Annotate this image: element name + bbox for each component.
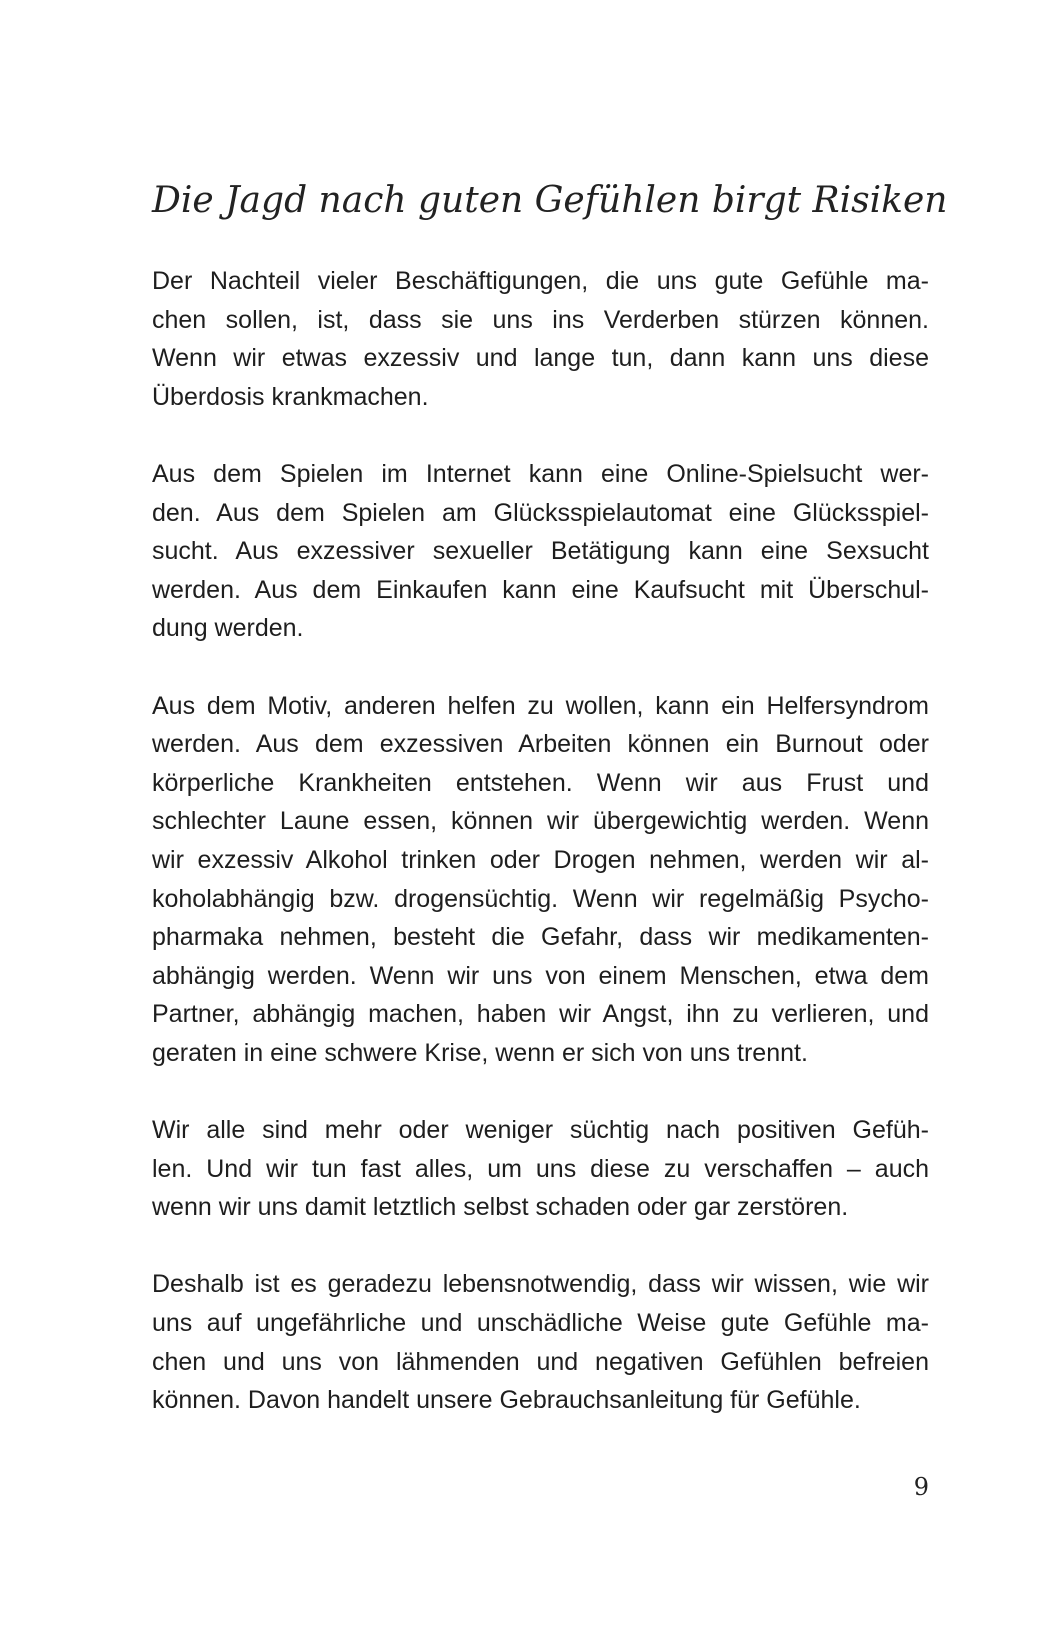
text-line: len. Und wir tun fast alles, um uns diese zu verschaffen – auch	[152, 1154, 929, 1183]
text-line: Wenn wir etwas exzessiv und lange tun, dann kann uns diese	[152, 344, 929, 373]
text-line: Aus dem Spielen im Internet kann eine Online-Spielsucht wer-	[152, 459, 929, 488]
page-number: 9	[913, 1473, 929, 1501]
text-line: körperliche Krankheiten entstehen. Wenn wir aus Frust und	[152, 768, 929, 797]
text-line: geraten in eine schwere Krise, wenn er sich von uns trennt.	[152, 1038, 808, 1067]
paragraph	[152, 1265, 929, 1419]
text-line: können. Davon handelt unsere Gebrauchsanleitung für Gefühle.	[152, 1386, 861, 1415]
text-line: wenn wir uns damit letztlich selbst schaden oder gar zerstören.	[152, 1193, 849, 1222]
paragraph	[152, 262, 929, 416]
text-line: pharmaka nehmen, besteht die Gefahr, dass wir medikamenten-	[152, 923, 929, 952]
paragraph	[152, 1111, 929, 1227]
text-line: werden. Aus dem exzessiven Arbeiten können ein Burnout oder	[152, 730, 929, 759]
text-line: Deshalb ist es geradezu lebensnotwendig, dass wir wissen, wie wir	[152, 1270, 929, 1299]
text-line: werden. Aus dem Einkaufen kann eine Kaufsucht mit Überschul-	[152, 575, 929, 604]
body-text	[152, 262, 929, 1458]
section-heading: Die Jagd nach guten Gefühlen birgt Risiken	[152, 180, 948, 221]
paragraph	[152, 455, 929, 648]
text-line: abhängig werden. Wenn wir uns von einem Menschen, etwa dem	[152, 961, 929, 990]
text-line: chen und uns von lähmenden und negativen Gefühlen befreien	[152, 1347, 929, 1376]
text-line: Aus dem Motiv, anderen helfen zu wollen, kann ein Helfersyndrom	[152, 691, 929, 720]
text-line: den. Aus dem Spielen am Glücksspielautomat eine Glücksspiel-	[152, 498, 929, 527]
text-line: uns auf ungefährliche und unschädliche Weise gute Gefühle ma-	[152, 1309, 929, 1338]
text-line: sucht. Aus exzessiver sexueller Betätigung kann eine Sexsucht	[152, 537, 929, 566]
text-line: koholabhängig bzw. drogensüchtig. Wenn wir regelmäßig Psycho-	[152, 884, 929, 913]
text-line: wir exzessiv Alkohol trinken oder Drogen nehmen, werden wir al-	[152, 845, 929, 874]
text-line: Der Nachteil vieler Beschäftigungen, die uns gute Gefühle ma-	[152, 267, 929, 295]
text-line: Überdosis krankmachen.	[152, 382, 429, 411]
text-line: schlechter Laune essen, können wir übergewichtig werden. Wenn	[152, 807, 929, 836]
text-line: Wir alle sind mehr oder weniger süchtig nach positiven Gefüh-	[152, 1116, 929, 1145]
paragraph	[152, 687, 929, 1073]
text-line: Partner, abhängig machen, haben wir Angst, ihn zu verlieren, und	[152, 1000, 929, 1029]
text-line: dung werden.	[152, 614, 304, 643]
text-line: chen sollen, ist, dass sie uns ins Verderben stürzen können.	[152, 305, 929, 334]
